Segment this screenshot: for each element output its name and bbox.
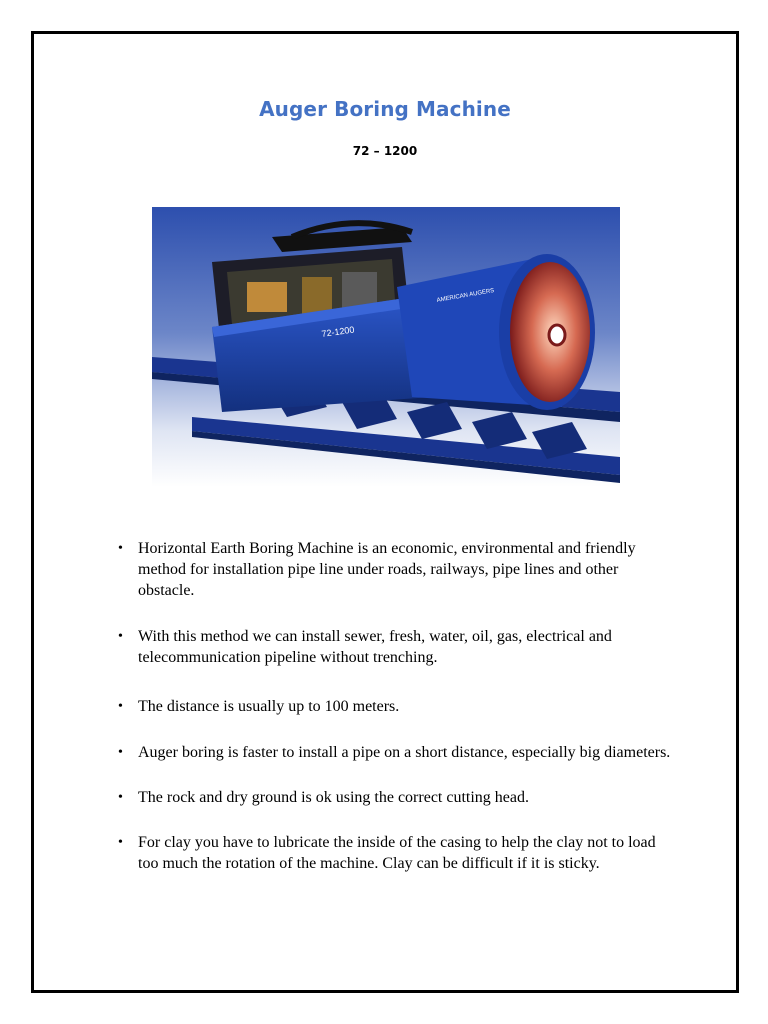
auger-boring-machine-photo — [152, 207, 620, 487]
bullet-icon: • — [118, 835, 123, 850]
bullet-list — [118, 538, 678, 874]
document-frame — [31, 31, 739, 993]
bullet-text: The rock and dry ground is ok using the correct cutting head. — [138, 789, 529, 806]
bullet-text: Auger boring is faster to install a pipe on a short distance, especially big diameters. — [138, 744, 671, 761]
list-item — [118, 742, 678, 763]
bullet-text: Horizontal Earth Boring Machine is an economic, environmental and friendly method for installation pipe line under roads, railways, pipe lines and other obstacle. — [138, 540, 636, 599]
bullet-icon: • — [118, 745, 123, 760]
list-item — [118, 787, 678, 808]
list-item — [118, 538, 678, 601]
document-title: Auger Boring Machine — [259, 97, 511, 121]
list-item — [118, 626, 678, 668]
bullet-text: With this method we can install sewer, fresh, water, oil, gas, electrical and telecommunication pipeline without trenching. — [138, 628, 612, 666]
photo-logo: AMERICAN AUGERS — [436, 287, 495, 304]
bullet-text: The distance is usually up to 100 meters. — [138, 698, 400, 715]
list-item — [118, 832, 678, 874]
bullet-icon: • — [118, 541, 123, 556]
bullet-text: For clay you have to lubricate the inside of the casing to help the clay not to load too much the rotation of the machine. Clay can be difficult if it is sticky. — [138, 834, 656, 872]
model-number: 72 – 1200 — [352, 144, 418, 158]
photo-model-label: 72-1200 — [320, 324, 355, 339]
list-item — [118, 696, 678, 717]
bullet-icon: • — [118, 629, 123, 644]
bullet-icon: • — [118, 699, 123, 714]
bullet-icon: • — [118, 790, 123, 805]
